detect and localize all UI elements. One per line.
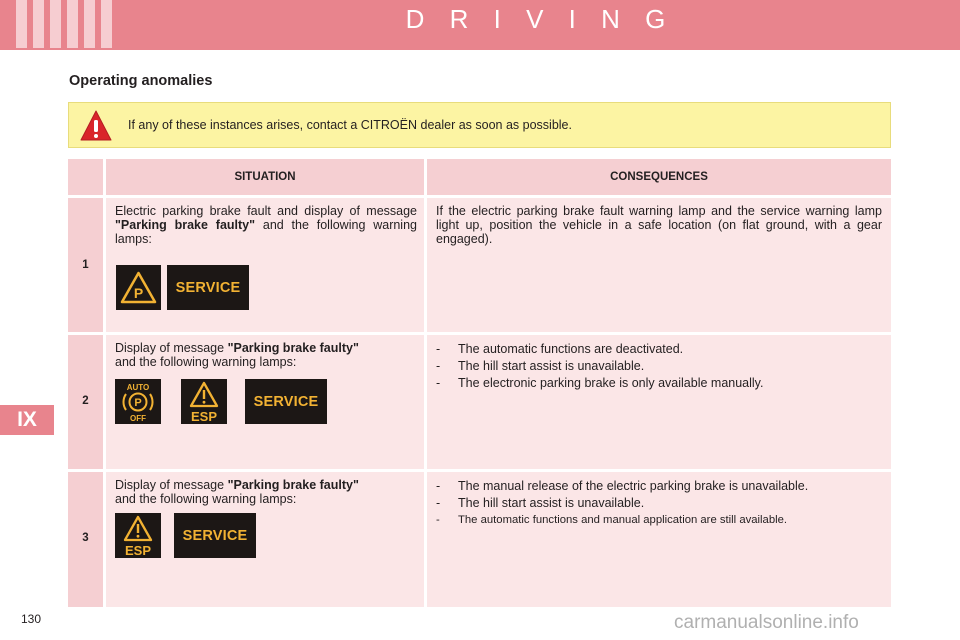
consequences-cell [427,198,891,332]
header-stripe [84,0,95,48]
header-stripe [101,0,112,48]
page-number: 130 [21,612,42,626]
lamp-off-text: OFF [130,414,146,423]
header-stripe [16,0,27,48]
section-title: Operating anomalies [69,73,213,89]
lamp-esp-text: ESP [124,543,152,558]
table-row-number-cell [68,198,103,332]
situation-cell [106,335,424,469]
situation-text: Electric parking brake fault and display of message "Parking brake faulty" and the following warning lamps: [115,204,417,246]
list-item: - The electronic parking brake is only available manually. [436,376,764,390]
esp-warning-lamp [115,513,161,558]
consequence-list [436,479,888,530]
warning-text: If any of these instances arises, contact a CITROËN dealer as soon as possible. [128,118,572,132]
service-warning-lamp: SERVICE [245,379,327,424]
row-number: 3 [82,532,89,544]
parking-brake-warning-lamp [116,265,161,310]
watermark: carmanualsonline.info [674,612,859,633]
list-item: - The manual release of the electric parking brake is unavailable. [436,479,809,493]
header-stripe [67,0,78,48]
list-item: - The automatic functions are deactivated. [436,342,684,356]
header-stripe [33,0,44,48]
table-row-number-cell [68,335,103,469]
warning-triangle-icon [79,109,113,143]
chapter-header [0,0,960,50]
consequence-list [436,342,886,393]
esp-icon [181,379,227,424]
lamp-p-letter: P [134,397,142,409]
table-row-number-cell [68,472,103,607]
esp-warning-lamp [181,379,227,424]
consequence-text: If the electric parking brake fault warning lamp and the service warning lamp light up, position the vehicle in a safe location (on flat ground, with a gear engaged). [436,204,882,246]
service-warning-lamp: SERVICE [174,513,256,558]
auto-p-off-icon [115,379,161,424]
row-number: 2 [82,395,89,407]
situation-text: Display of message "Parking brake faulty" and the following warning lamps: [115,341,359,369]
lamp-esp-text: ESP [190,409,218,424]
situation-text: Display of message "Parking brake faulty" and the following warning lamps: [115,478,359,506]
esp-icon [115,513,161,558]
parking-brake-fault-icon [116,265,161,310]
auto-parking-brake-off-lamp [115,379,161,424]
list-item: - The hill start assist is unavailable. [436,496,645,510]
column-header-situation: SITUATION [106,159,424,195]
situation-cell [106,472,424,607]
table-header-number [68,159,103,195]
header-stripe [50,0,61,48]
service-warning-lamp: SERVICE [167,265,249,310]
chapter-title: D R I V I N G [405,4,675,34]
list-item: - The automatic functions and manual application are still available. [436,514,788,526]
chapter-tab: IX [0,405,54,435]
consequences-cell [427,335,891,469]
row-number: 1 [82,259,89,271]
consequences-cell [427,472,891,607]
situation-cell [106,198,424,332]
list-item: - The hill start assist is unavailable. [436,359,645,373]
column-header-consequences: CONSEQUENCES [427,159,891,195]
lamp-p-letter: P [133,285,144,301]
lamp-auto-text: AUTO [126,383,150,392]
warning-box [68,102,891,148]
